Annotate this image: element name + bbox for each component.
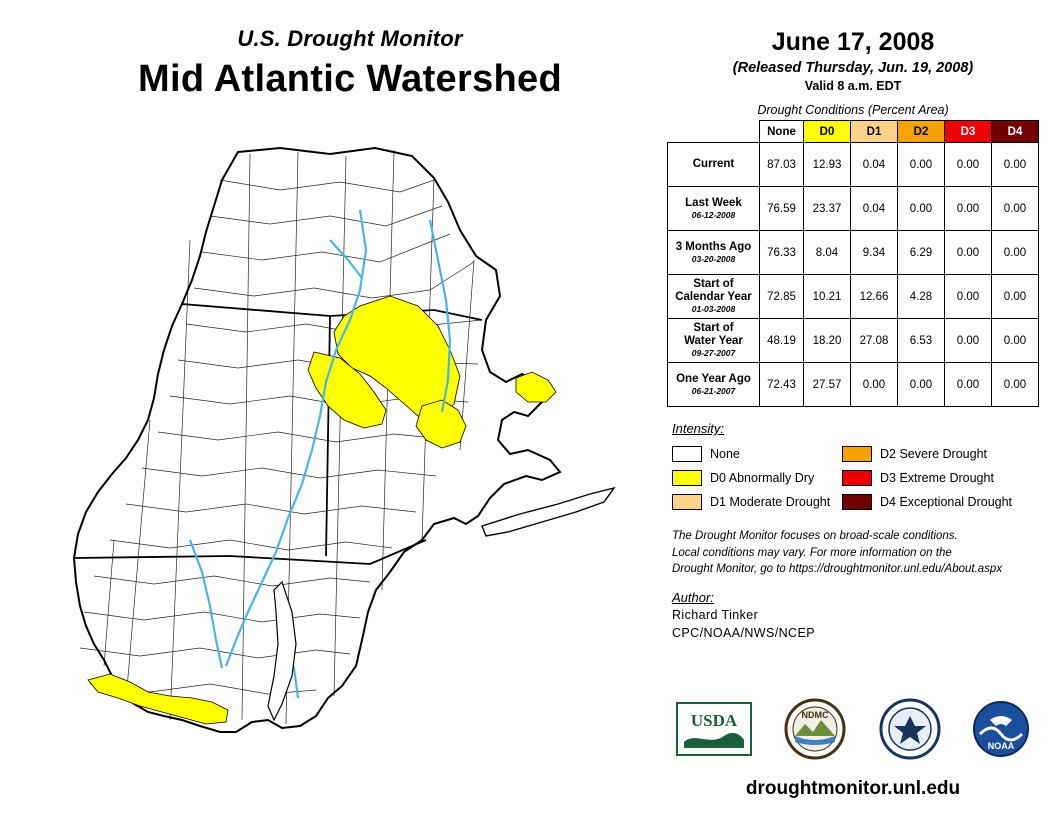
- cell-d2: 0.00: [898, 143, 945, 187]
- note-line-2: Local conditions may vary. For more information on the: [672, 546, 952, 559]
- table-row: [668, 319, 1039, 363]
- row-label-start-of-calendar-year: [668, 275, 760, 319]
- cell-none: 72.43: [760, 363, 804, 407]
- valid-time: Valid 8 a.m. EDT: [804, 79, 902, 93]
- row-label-3-months-ago: [668, 231, 760, 275]
- website-url: droughtmonitor.unl.edu: [745, 778, 961, 799]
- cell-d0: 23.37: [804, 187, 851, 231]
- row-label-text-line1: Start of: [693, 277, 734, 290]
- cell-d4: 0.00: [992, 319, 1039, 363]
- cell-d4: 0.00: [992, 143, 1039, 187]
- cell-none: 76.59: [760, 187, 804, 231]
- legend-item-d1: [672, 494, 842, 510]
- svg-text:NOAA: NOAA: [988, 741, 1015, 751]
- row-label-date: 03-20-2008: [691, 253, 736, 264]
- row-label-start-of-water-year: [668, 319, 760, 363]
- swatch-d1: [672, 494, 702, 510]
- svg-text:USDA: USDA: [690, 711, 737, 730]
- cell-d1: 27.08: [851, 319, 898, 363]
- cell-d2: 0.00: [898, 187, 945, 231]
- cell-d2: 0.00: [898, 363, 945, 407]
- map-date: June 17, 2008: [771, 28, 935, 56]
- swatch-d0: [672, 470, 702, 486]
- legend-item-d0: [672, 470, 842, 486]
- drought-conditions-table: [667, 120, 1039, 407]
- row-label-one-year-ago: [668, 363, 760, 407]
- note-line-3: Drought Monitor, go to https://droughtmonitor.unl.edu/About.aspx: [672, 563, 1003, 576]
- cell-d2: 6.53: [898, 319, 945, 363]
- cell-d2: 4.28: [898, 275, 945, 319]
- col-header-none: None: [760, 121, 804, 143]
- coastline-detail: [482, 488, 614, 536]
- usda-logo: [676, 702, 752, 756]
- table-row: [668, 275, 1039, 319]
- row-label-text-line1: Start of: [693, 321, 734, 334]
- cell-d3: 0.00: [945, 275, 992, 319]
- noaa-seal-logo: [879, 698, 941, 760]
- row-label-text-line2: Calendar Year: [675, 291, 752, 304]
- watershed-outline: [74, 148, 560, 732]
- cell-d1: 0.04: [851, 187, 898, 231]
- disclaimer-note: [672, 528, 1044, 578]
- legend-label: D1 Moderate Drought: [710, 495, 831, 509]
- author-name: Richard Tinker: [672, 608, 759, 623]
- release-date: (Released Thursday, Jun. 19, 2008): [732, 60, 974, 76]
- row-label-text: 3 Months Ago: [675, 240, 752, 253]
- cell-d0: 27.57: [804, 363, 851, 407]
- drought-map: [30, 120, 670, 780]
- table-header-row: [668, 121, 1039, 143]
- cell-d3: 0.00: [945, 143, 992, 187]
- cell-d1: 0.04: [851, 143, 898, 187]
- cell-none: 72.85: [760, 275, 804, 319]
- legend-label: D3 Extreme Drought: [880, 471, 994, 485]
- col-header-d2: D2: [898, 121, 945, 143]
- legend-label: D4 Exceptional Drought: [880, 495, 1013, 509]
- cell-d0: 8.04: [804, 231, 851, 275]
- swatch-d4: [842, 494, 872, 510]
- table-row: [668, 187, 1039, 231]
- row-label-date: 01-03-2008: [691, 304, 736, 315]
- swatch-d3: [842, 470, 872, 486]
- row-label-last-week: [668, 187, 760, 231]
- page-title: Mid Atlantic Watershed: [138, 58, 562, 100]
- cell-none: 76.33: [760, 231, 804, 275]
- cell-d4: 0.00: [992, 187, 1039, 231]
- table-row: [668, 143, 1039, 187]
- cell-d3: 0.00: [945, 187, 992, 231]
- col-header-d1: D1: [851, 121, 898, 143]
- map-title-block: [60, 26, 640, 101]
- legend-label: D2 Severe Drought: [880, 447, 988, 461]
- cell-d4: 0.00: [992, 231, 1039, 275]
- cell-d0: 12.93: [804, 143, 851, 187]
- legend-item-d4: [842, 494, 1038, 510]
- row-label-text: Current: [692, 157, 735, 170]
- legend-item-none: [672, 446, 842, 462]
- cell-d4: 0.00: [992, 275, 1039, 319]
- col-header-d0: D0: [804, 121, 851, 143]
- table-caption: Drought Conditions (Percent Area): [757, 103, 949, 117]
- cell-d1: 12.66: [851, 275, 898, 319]
- cell-d1: 9.34: [851, 231, 898, 275]
- cell-d3: 0.00: [945, 319, 992, 363]
- cell-d3: 0.00: [945, 363, 992, 407]
- row-label-date: 09-27-2007: [691, 348, 736, 359]
- col-header-d3: D3: [945, 121, 992, 143]
- author-affiliation: CPC/NOAA/NWS/NCEP: [672, 625, 815, 640]
- cell-none: 87.03: [760, 143, 804, 187]
- row-label-date: 06-12-2008: [691, 209, 736, 220]
- legend-item-d2: [842, 446, 1038, 462]
- note-line-1: The Drought Monitor focuses on broad-scale conditions.: [672, 530, 958, 542]
- noaa-logo: [972, 700, 1030, 758]
- legend-label: None: [710, 447, 740, 461]
- row-label-current: [668, 143, 760, 187]
- table-corner-cell: [668, 121, 760, 143]
- col-header-d4: D4: [992, 121, 1039, 143]
- table-row: [668, 363, 1039, 407]
- cell-d4: 0.00: [992, 363, 1039, 407]
- row-label-date: 06-21-2007: [691, 385, 736, 396]
- row-label-text-line2: Water Year: [684, 335, 743, 348]
- legend-item-d3: [842, 470, 1038, 486]
- cell-none: 48.19: [760, 319, 804, 363]
- swatch-none: [672, 446, 702, 462]
- row-label-text: One Year Ago: [676, 372, 751, 385]
- legend: [672, 442, 1038, 514]
- cell-d0: 18.20: [804, 319, 851, 363]
- logo-row: [660, 692, 1046, 766]
- table-row: [668, 231, 1039, 275]
- map-base-region: [74, 148, 560, 732]
- legend-label: D0 Abnormally Dry: [710, 471, 815, 485]
- page-title-small: U.S. Drought Monitor: [237, 26, 463, 51]
- intensity-heading: Intensity:: [672, 421, 725, 436]
- cell-d1: 0.00: [851, 363, 898, 407]
- author-heading: Author:: [672, 590, 714, 606]
- svg-text:NDMC: NDMC: [801, 710, 829, 720]
- swatch-d2: [842, 446, 872, 462]
- row-label-text: Last Week: [685, 196, 742, 209]
- info-panel: [660, 20, 1046, 810]
- ndmc-logo: [783, 698, 847, 760]
- cell-d3: 0.00: [945, 231, 992, 275]
- cell-d2: 6.29: [898, 231, 945, 275]
- cell-d0: 10.21: [804, 275, 851, 319]
